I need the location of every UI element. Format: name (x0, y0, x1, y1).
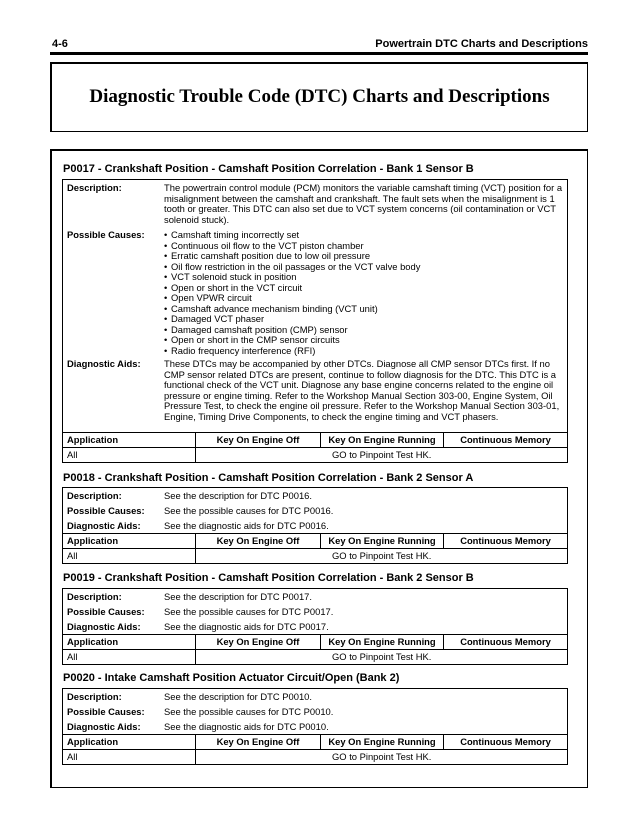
dtc-title: P0020 - Intake Camshaft Position Actuator Circuit/Open (Bank 2) (63, 672, 400, 684)
page-number: 4-6 (52, 38, 68, 50)
application-row (63, 649, 567, 664)
application-value: All (63, 549, 196, 563)
possible-cause-item: • Open VPWR circuit (164, 293, 563, 304)
koer-header: Key On Engine Running (321, 635, 444, 649)
diagnostic-aids-text: See the diagnostic aids for DTC P0016. (164, 520, 329, 531)
continuous-memory-header: Continuous Memory (460, 736, 551, 747)
description-label: Description: (67, 490, 122, 501)
application-header-row (63, 432, 567, 447)
application-value: All (63, 650, 196, 664)
diagnostic-aids-label: Diagnostic Aids: (67, 358, 141, 369)
continuous-memory-header: Continuous Memory (460, 434, 551, 445)
possible-causes-row (63, 604, 567, 619)
possible-cause-item: • Continuous oil flow to the VCT piston chamber (164, 241, 563, 252)
application-value: All (63, 448, 196, 462)
diagnostic-aids-row (63, 518, 567, 533)
dtc-title: P0018 - Crankshaft Position - Camshaft Position Correlation - Bank 2 Sensor A (63, 472, 474, 484)
possible-causes-text: See the possible causes for DTC P0017. (164, 606, 334, 617)
application-header-row (63, 533, 567, 548)
koeo-header: Key On Engine Off (196, 735, 321, 749)
possible-cause-item: • Damaged VCT phaser (164, 314, 563, 325)
dtc-table (62, 487, 568, 564)
diagnostic-aids-row (63, 619, 567, 634)
application-header: Application (63, 635, 196, 649)
possible-causes-row (63, 704, 567, 719)
diagnostic-aids-label: Diagnostic Aids: (67, 621, 141, 632)
diagnostic-aids-label: Diagnostic Aids: (67, 721, 141, 732)
description-text: The powertrain control module (PCM) monitors the variable camshaft timing (VCT) position for a misalignment between the camshaft and crankshaft. The fault sets when the misalignment is 1 tooth or greater. This DTC can also set due to VCT system concerns (oil contamination or VCT solenoid stuck). (164, 182, 563, 225)
title-box (50, 62, 588, 132)
description-text: See the description for DTC P0017. (164, 591, 312, 602)
description-label: Description: (67, 591, 122, 602)
possible-causes-label: Possible Causes: (67, 606, 145, 617)
koeo-header: Key On Engine Off (196, 534, 321, 548)
koeo-header: Key On Engine Off (196, 433, 321, 447)
possible-cause-item: • Open or short in the VCT circuit (164, 283, 563, 294)
description-row (63, 689, 567, 704)
dtc-table (62, 588, 568, 665)
possible-cause-item: • Erratic camshaft position due to low oil pressure (164, 251, 563, 262)
description-text: See the description for DTC P0016. (164, 490, 312, 501)
possible-causes-row (63, 503, 567, 518)
pinpoint-test-link: GO to Pinpoint Test HK. (332, 550, 432, 561)
application-header-row (63, 634, 567, 649)
diagnostic-aids-row (63, 356, 567, 432)
application-row (63, 749, 567, 764)
application-header: Application (63, 735, 196, 749)
application-header: Application (63, 534, 196, 548)
description-row (63, 488, 567, 503)
diagnostic-aids-text: See the diagnostic aids for DTC P0017. (164, 621, 329, 632)
diagnostic-aids-label: Diagnostic Aids: (67, 520, 141, 531)
description-row (63, 589, 567, 604)
continuous-memory-header: Continuous Memory (460, 636, 551, 647)
koer-header: Key On Engine Running (321, 735, 444, 749)
description-text: See the description for DTC P0010. (164, 691, 312, 702)
pinpoint-test-link: GO to Pinpoint Test HK. (332, 751, 432, 762)
application-header: Application (63, 433, 196, 447)
pinpoint-test-link: GO to Pinpoint Test HK. (332, 449, 432, 460)
pinpoint-test-link: GO to Pinpoint Test HK. (332, 651, 432, 662)
continuous-memory-header: Continuous Memory (460, 535, 551, 546)
application-row (63, 548, 567, 563)
possible-cause-item: • Damaged camshaft position (CMP) sensor (164, 325, 563, 336)
possible-cause-item: • VCT solenoid stuck in position (164, 272, 563, 283)
diagnostic-aids-row (63, 719, 567, 734)
description-label: Description: (67, 182, 122, 193)
possible-cause-item: • Camshaft advance mechanism binding (VCT unit) (164, 304, 563, 315)
possible-cause-item: • Oil flow restriction in the oil passages or the VCT valve body (164, 262, 563, 273)
page-title: Diagnostic Trouble Code (DTC) Charts and Descriptions (89, 86, 550, 107)
possible-cause-item: • Open or short in the CMP sensor circuits (164, 335, 563, 346)
possible-causes-cell (164, 227, 567, 356)
dtc-title: P0019 - Crankshaft Position - Camshaft Position Correlation - Bank 2 Sensor B (63, 572, 474, 584)
description-label: Description: (67, 691, 122, 702)
possible-causes-label: Possible Causes: (67, 229, 145, 240)
possible-causes-text: See the possible causes for DTC P0016. (164, 505, 334, 516)
application-header-row (63, 734, 567, 749)
diagnostic-aids-text: These DTCs may be accompanied by other DTCs. Diagnose all CMP sensor DTCs first. If no CMP sensor related DTCs are present, continue to follow diagnosis for the DTC. This DTC is a functional check of the VCT unit. Diagnose any base engine concerns related to the engine oil pressure or engine timing. Refer to the Workshop Manual Section 303-00, Engine System, Oil Pressure Test, to check the engine oil pressure. Refer to the Workshop Manual Section 303-01, Engine, Timing Drive Components, to check the engine timing and VCT phasers. (164, 358, 560, 422)
koer-header: Key On Engine Running (321, 534, 444, 548)
description-row (63, 180, 567, 227)
possible-causes-label: Possible Causes: (67, 505, 145, 516)
diagnostic-aids-text: See the diagnostic aids for DTC P0010. (164, 721, 329, 732)
koeo-header: Key On Engine Off (196, 635, 321, 649)
possible-causes-row (63, 227, 567, 356)
possible-cause-item: • Radio frequency interference (RFI) (164, 346, 563, 357)
possible-causes-text: See the possible causes for DTC P0010. (164, 706, 334, 717)
possible-causes-list (164, 230, 563, 356)
dtc-table (62, 688, 568, 765)
possible-causes-label: Possible Causes: (67, 706, 145, 717)
possible-cause-item: • Camshaft timing incorrectly set (164, 230, 563, 241)
koer-header: Key On Engine Running (321, 433, 444, 447)
dtc-table (62, 179, 568, 463)
section-title: Powertrain DTC Charts and Descriptions (375, 38, 588, 50)
application-row (63, 447, 567, 462)
application-value: All (63, 750, 196, 764)
dtc-title: P0017 - Crankshaft Position - Camshaft Position Correlation - Bank 1 Sensor B (63, 163, 474, 175)
header-rule (50, 52, 588, 55)
